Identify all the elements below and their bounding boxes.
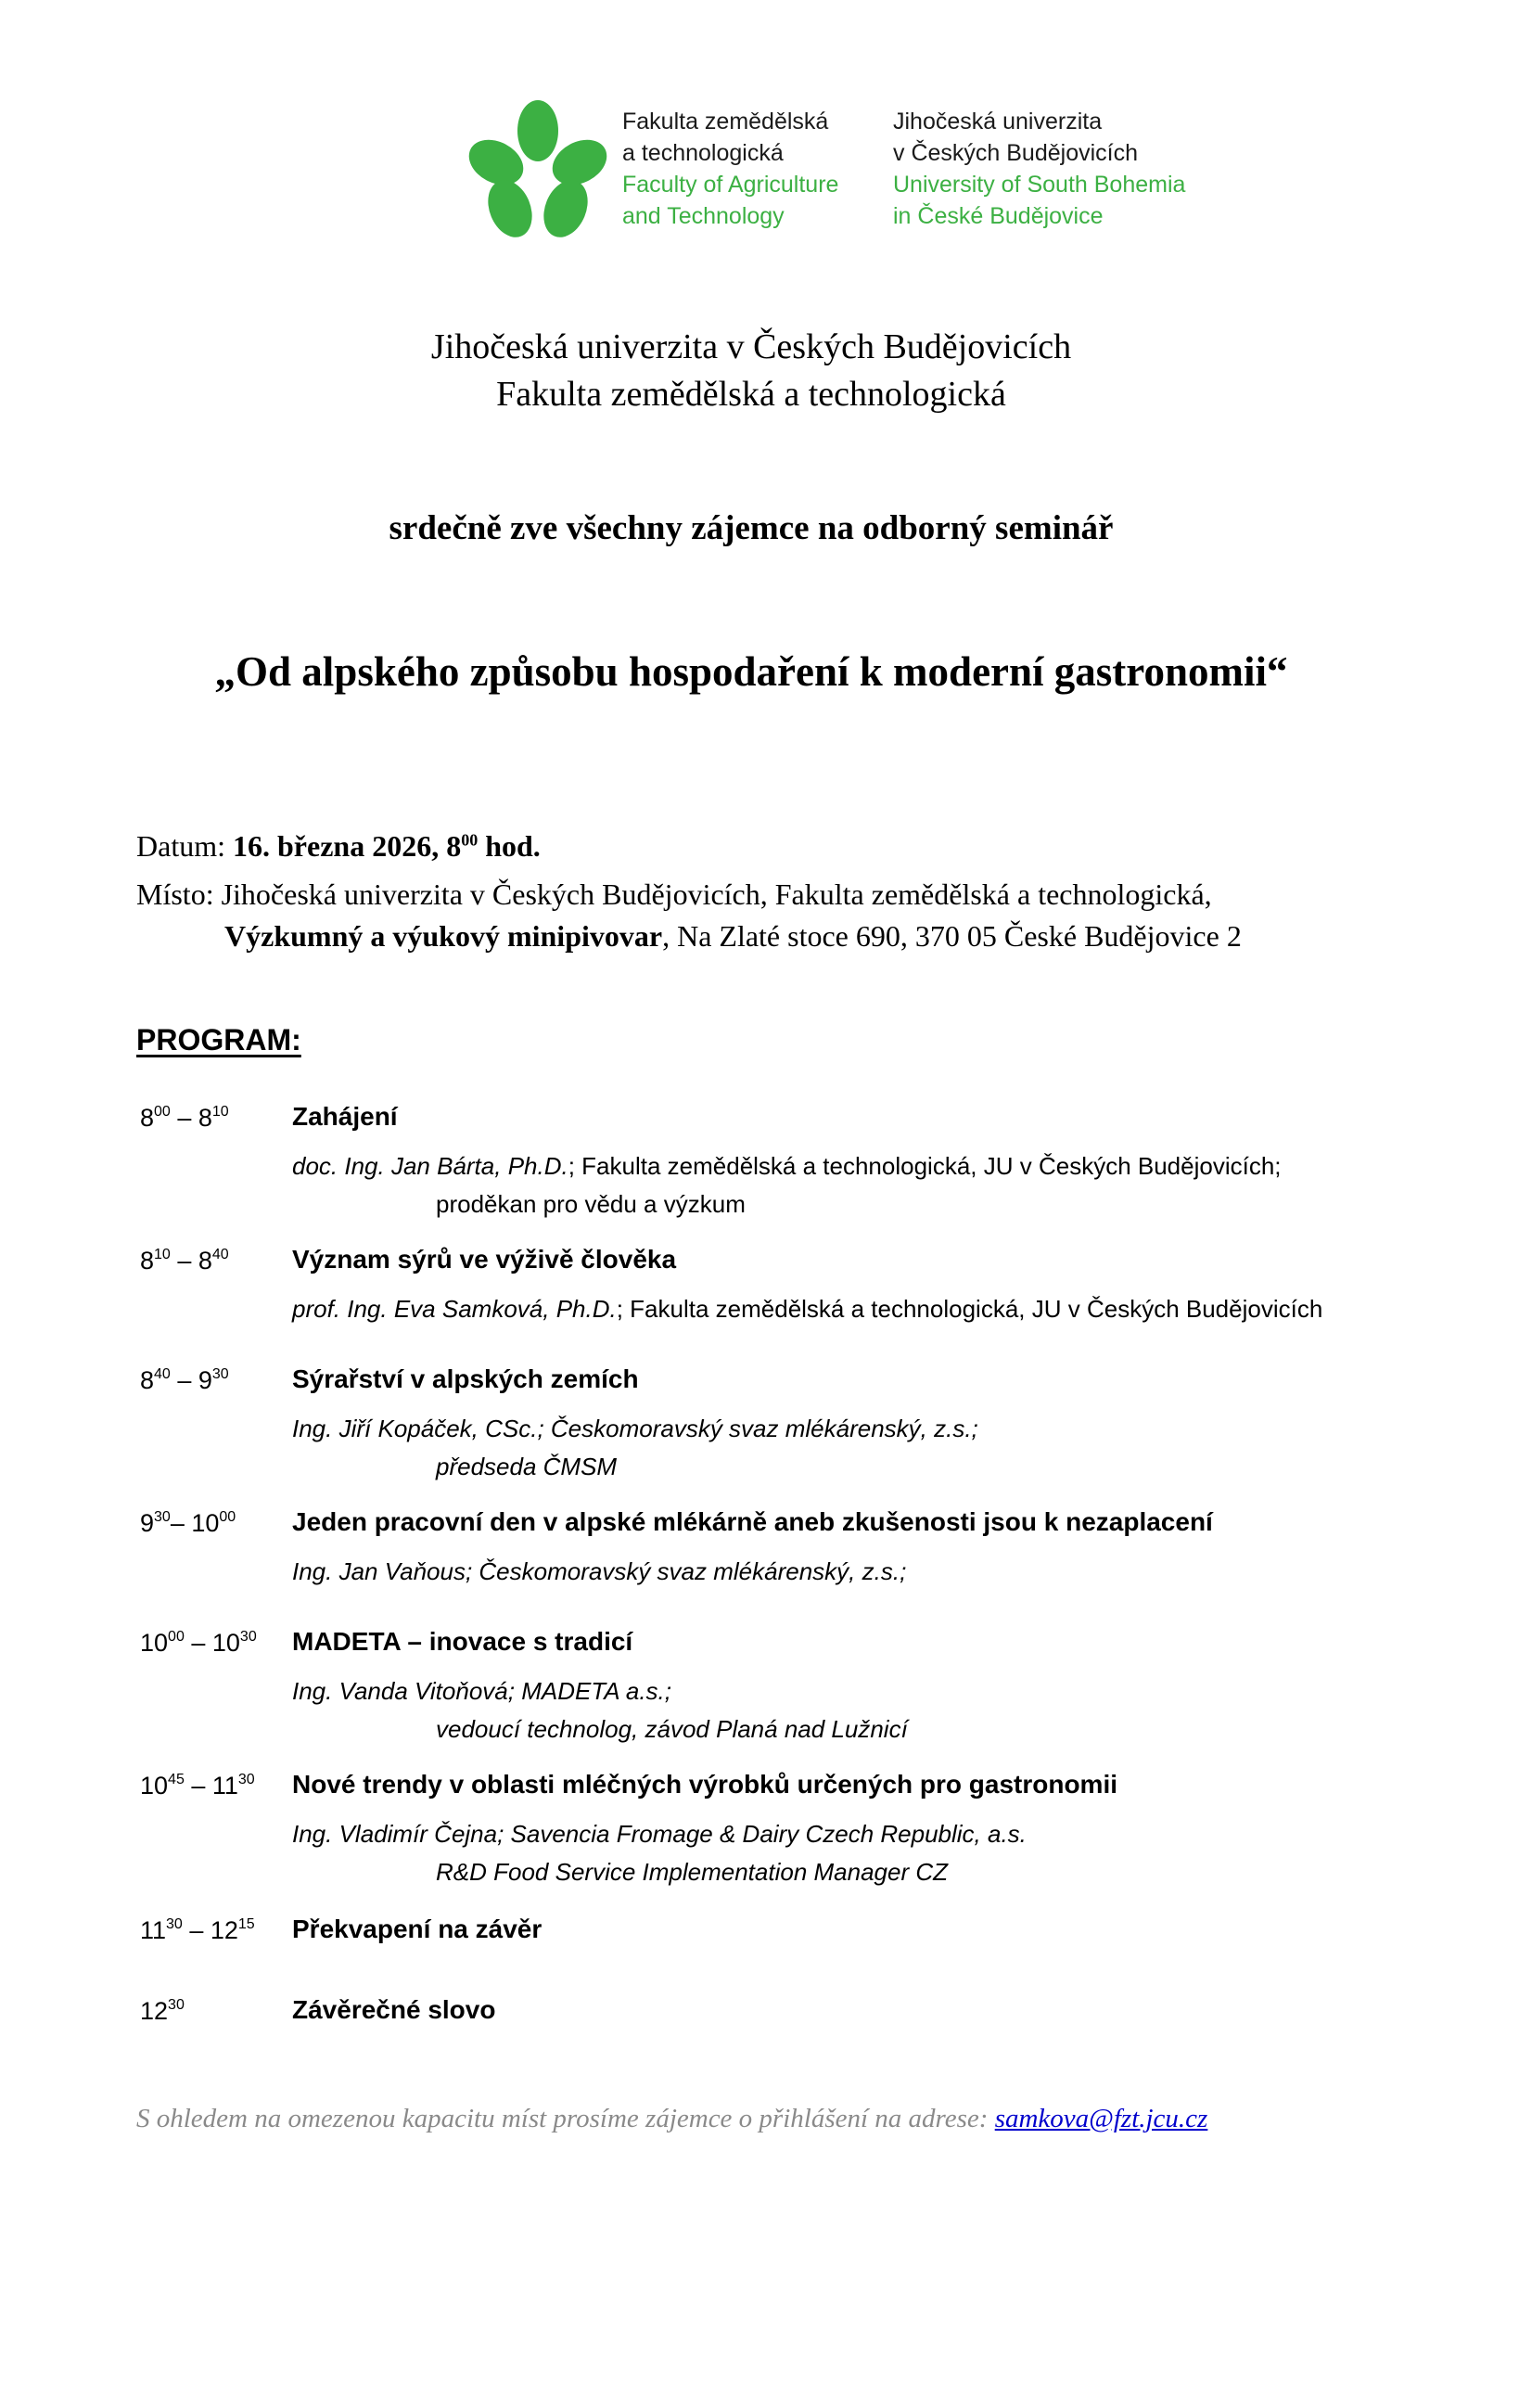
- program-time: [140, 1629, 257, 1658]
- logo-faculty-cz-2: a technologická: [622, 140, 784, 166]
- speaker-affiliation: ; Fakulta zemědělská a technologická, JU v Českých Budějovicích;: [568, 1152, 1282, 1180]
- time-end-hour: 8: [198, 1104, 212, 1132]
- time-end-minutes: 30: [237, 1772, 255, 1787]
- place-line: [136, 877, 1212, 912]
- speaker-name: Ing. Jiří Kopáček, CSc.; Českomoravský svaz mlékárenský, z.s.;: [292, 1415, 978, 1442]
- time-dash: –: [170, 1104, 198, 1132]
- logo-uni-en-2: in České Budějovice: [893, 203, 1104, 229]
- program-item-speaker-line: [292, 1152, 1282, 1181]
- time-end-hour: 9: [198, 1366, 212, 1394]
- time-start-hour: 9: [140, 1509, 155, 1537]
- logo-faculty-cz-1: Fakulta zemědělská: [622, 109, 829, 134]
- speaker-role: předseda ČMSM: [436, 1453, 618, 1480]
- time-dash: –: [170, 1247, 198, 1274]
- time-end-minutes: 30: [211, 1366, 229, 1382]
- time-start-minutes: 00: [154, 1104, 171, 1120]
- time-end-minutes: 00: [219, 1509, 236, 1525]
- invitation-line: srdečně zve všechny zájemce na odborný seminář: [389, 509, 1114, 547]
- logo-uni-cz-2: v Českých Budějovicích: [893, 140, 1139, 166]
- speaker-name: Ing. Jan Vaňous; Českomoravský svaz mlékárenský, z.s.;: [292, 1557, 907, 1585]
- contact-email-link[interactable]: samkova@fzt.jcu.cz: [994, 2104, 1208, 2133]
- speaker-role: proděkan pro vědu a výzkum: [436, 1190, 746, 1218]
- time-dash: –: [184, 1772, 212, 1800]
- speaker-name: doc. Ing. Jan Bárta, Ph.D.: [292, 1152, 568, 1180]
- program-item-title: Význam sýrů ve výživě člověka: [292, 1245, 677, 1274]
- time-start-minutes: 30: [168, 1997, 185, 2013]
- university-logo-flower-icon: [468, 97, 607, 241]
- time-end-minutes: 10: [211, 1104, 229, 1120]
- logo-uni-en-1: University of South Bohemia: [893, 172, 1186, 198]
- time-start-hour: 8: [140, 1104, 155, 1132]
- speaker-role: vedoucí technolog, závod Planá nad Lužnicí: [436, 1715, 908, 1743]
- header-university: Jihočeská univerzita v Českých Budějovicích: [430, 327, 1072, 366]
- time-start-minutes: 45: [168, 1772, 185, 1787]
- time-start-hour: 8: [140, 1247, 155, 1274]
- speaker-name: Ing. Vladimír Čejna; Savencia Fromage & Dairy Czech Republic, a.s.: [292, 1820, 1027, 1848]
- time-dash: –: [170, 1509, 192, 1537]
- time-end-hour: 10: [211, 1629, 240, 1657]
- speaker-affiliation: ; Fakulta zemědělská a technologická, JU v Českých Budějovicích: [616, 1295, 1323, 1323]
- speaker-name: Ing. Vanda Vitoňová; MADETA a.s.;: [292, 1677, 671, 1705]
- logo-faculty-en-2: and Technology: [622, 203, 785, 229]
- time-end-hour: 8: [198, 1247, 212, 1274]
- program-item-speaker-line: [292, 1295, 1322, 1324]
- time-start-hour: 10: [140, 1629, 169, 1657]
- program-time: [140, 1509, 236, 1538]
- place-address: , Na Zlaté stoce 690, 370 05 České Budějovice 2: [662, 919, 1242, 953]
- time-start-minutes: 40: [154, 1366, 171, 1382]
- program-heading: PROGRAM:: [136, 1023, 301, 1057]
- time-start-hour: 10: [140, 1772, 169, 1800]
- program-time: [140, 1247, 229, 1275]
- place-line-2: [224, 919, 1242, 954]
- place-line1: Jihočeská univerzita v Českých Budějovicích, Fakulta zemědělská a technologická,: [221, 877, 1212, 911]
- time-start-minutes: 30: [166, 1916, 183, 1932]
- place-label: Místo:: [136, 877, 214, 911]
- program-item-title: MADETA – inovace s tradicí: [292, 1627, 633, 1656]
- date-label: Datum:: [136, 829, 225, 863]
- header-faculty: Fakulta zemědělská a technologická: [496, 375, 1006, 414]
- time-end-minutes: 15: [237, 1916, 255, 1932]
- program-item-title: Sýrařství v alpských zemích: [292, 1364, 639, 1393]
- program-time: [140, 1997, 185, 2026]
- program-item-title: Zahájení: [292, 1102, 398, 1131]
- program-time: [140, 1104, 229, 1133]
- program-item-speaker-line: [292, 1677, 671, 1706]
- time-end-minutes: 30: [239, 1629, 257, 1645]
- footer-note: [136, 2104, 1207, 2134]
- program-item-speaker-line: [292, 1557, 906, 1586]
- logo-faculty-en-1: Faculty of Agriculture: [622, 172, 839, 198]
- time-end-minutes: 40: [211, 1247, 229, 1262]
- program-item-speaker-line: [292, 1415, 978, 1443]
- time-start-minutes: 10: [154, 1247, 171, 1262]
- program-time: [140, 1772, 255, 1800]
- program-time: [140, 1916, 255, 1945]
- seminar-title: „Od alpského způsobu hospodaření k moderní gastronomii“: [214, 648, 1288, 695]
- logo-text-university: [893, 106, 1185, 232]
- time-start-hour: 12: [140, 1997, 169, 2025]
- logo-text-faculty: [622, 106, 838, 232]
- place-venue: Výzkumný a výukový minipivovar: [224, 919, 663, 953]
- speaker-role: R&D Food Service Implementation Manager CZ: [436, 1858, 949, 1886]
- date-sup: 00: [461, 830, 479, 850]
- time-end-hour: 11: [211, 1772, 238, 1800]
- time-dash: –: [184, 1629, 212, 1657]
- program-item-speaker-line: [292, 1820, 1027, 1849]
- time-start-minutes: 30: [154, 1509, 171, 1525]
- speaker-name: prof. Ing. Eva Samková, Ph.D.: [292, 1295, 617, 1323]
- date-line: [136, 829, 541, 864]
- time-start-hour: 11: [140, 1916, 167, 1944]
- program-item-title: Nové trendy v oblasti mléčných výrobků určených pro gastronomii: [292, 1770, 1118, 1799]
- logo-uni-cz-1: Jihočeská univerzita: [893, 109, 1103, 134]
- footer-text: S ohledem na omezenou kapacitu míst prosíme zájemce o přihlášení na adrese:: [136, 2104, 995, 2133]
- program-time: [140, 1366, 229, 1395]
- program-item-title: Závěrečné slovo: [292, 1995, 496, 2024]
- time-dash: –: [182, 1916, 211, 1944]
- time-end-hour: 12: [210, 1916, 238, 1944]
- program-item-title: Překvapení na závěr: [292, 1915, 542, 1943]
- time-start-hour: 8: [140, 1366, 155, 1394]
- date-value: 16. března 2026, $8^{00}$ hod.: [232, 829, 541, 863]
- time-end-hour: 10: [191, 1509, 220, 1537]
- program-item-title: Jeden pracovní den v alpské mlékárně aneb zkušenosti jsou k nezaplacení: [292, 1507, 1213, 1536]
- time-start-minutes: 00: [168, 1629, 185, 1645]
- time-dash: –: [170, 1366, 198, 1394]
